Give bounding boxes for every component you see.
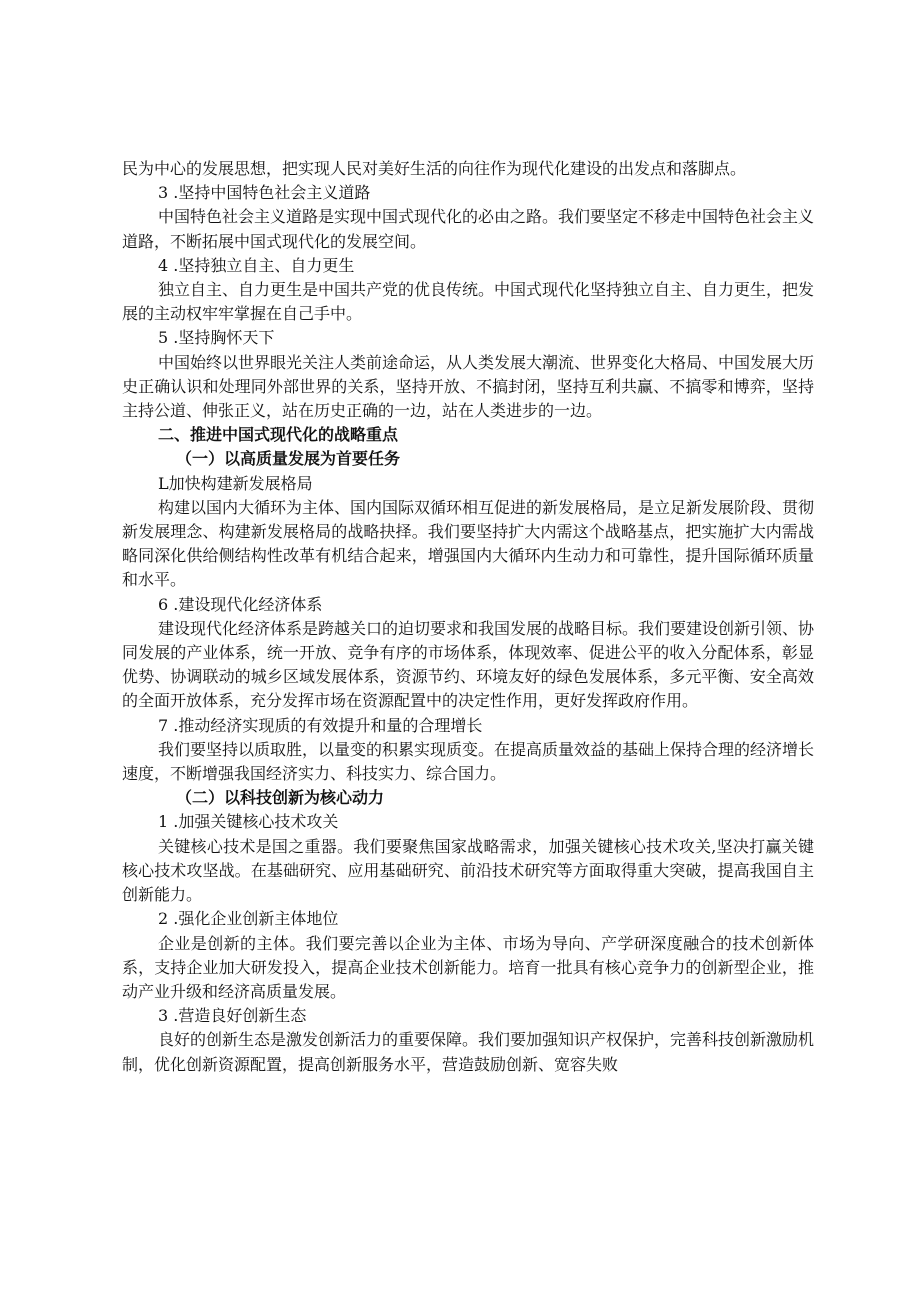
subsection-heading: （一）以高质量发展为首要任务	[176, 449, 401, 469]
list-item-heading: 4 .坚持独立自主、自力更生	[158, 255, 355, 275]
body-paragraph: 构建以国内大循环为主体、国内国际双循环相互促进的新发展格局，是立足新发展阶段、贯彻新发展理念、构建新发展格局的战略抉择。我们要坚持扩大内需这个战略基点，把实施扩大内需战略同深化供给侧结构性改革有机结合起来，增强国内大循环内生动力和可靠性，提升国际循环质量和水平。	[122, 497, 815, 590]
body-paragraph: 独立自主、自力更生是中国共产党的优良传统。中国式现代化坚持独立自主、自力更生，把发展的主动权牢牢掌握在自己手中。	[122, 280, 815, 324]
body-paragraph: 中国特色社会主义道路是实现中国式现代化的必由之路。我们要坚定不移走中国特色社会主义道路，不断拓展中国式现代化的发展空间。	[122, 207, 815, 251]
list-item-heading: L加快构建新发展格局	[158, 473, 313, 493]
body-paragraph: 良好的创新生态是激发创新活力的重要保障。我们要加强知识产权保护，完善科技创新激励机制，优化创新资源配置，提高创新服务水平，营造鼓励创新、宽容失败	[122, 1030, 815, 1074]
list-item-heading: 6 .建设现代化经济体系	[158, 594, 323, 614]
list-item-heading: 7 .推动经济实现质的有效提升和量的合理增长	[158, 715, 483, 735]
list-item-heading: 3 .营造良好创新生态	[158, 1006, 307, 1026]
continued-paragraph: 民为中心的发展思想，把实现人民对美好生活的向往作为现代化建设的出发点和落脚点。	[122, 159, 747, 178]
list-item-heading: 2 .强化企业创新主体地位	[158, 909, 339, 929]
body-paragraph: 建设现代化经济体系是跨越关口的迫切要求和我国发展的战略目标。我们要建设创新引领、协同发展的产业体系，统一开放、竞争有序的市场体系，体现效率、促进公平的收入分配体系，彰显优势、协调联动的城乡区域发展体系，资源节约、环境友好的绿色发展体系，多元平衡、安全高效的全面开放体系，充分发挥市场在资源配置中的决定性作用，更好发挥政府作用。	[122, 618, 815, 711]
subsection-heading: （二）以科技创新为核心动力	[176, 788, 385, 808]
body-paragraph: 企业是创新的主体。我们要完善以企业为主体、市场为导向、产学研深度融合的技术创新体系，支持企业加大研发投入，提高企业技术创新能力。培育一批具有核心竞争力的创新型企业，推动产业升级和经济高质量发展。	[122, 933, 814, 1001]
body-paragraph: 关键核心技术是国之重器。我们要聚焦国家战略需求，加强关键核心技术攻关,坚决打赢关键核心技术攻坚战。在基础研究、应用基础研究、前沿技术研究等方面取得重大突破，提高我国自主创新能力。	[122, 836, 814, 905]
list-item-heading: 1 .加强关键核心技术攻关	[158, 812, 339, 832]
document-body	[122, 157, 814, 1077]
section-heading: 二、推进中国式现代化的战略重点	[158, 425, 399, 445]
list-item-heading: 5 .坚持胸怀天下	[158, 328, 275, 348]
list-item-heading: 3 .坚持中国特色社会主义道路	[158, 183, 371, 203]
body-paragraph: 我们要坚持以质取胜，以量变的积累实现质变。在提高质量效益的基础上保持合理的经济增长速度，不断增强我国经济实力、科技实力、综合国力。	[122, 739, 815, 784]
body-paragraph: 中国始终以世界眼光关注人类前途命运，从人类发展大潮流、世界变化大格局、中国发展大历史正确认识和处理同外部世界的关系，坚持开放、不搞封闭，坚持互利共赢、不搞零和博弈，坚持主持公道、伸张正义，站在历史正确的一边，站在人类进步的一边。	[122, 352, 815, 421]
